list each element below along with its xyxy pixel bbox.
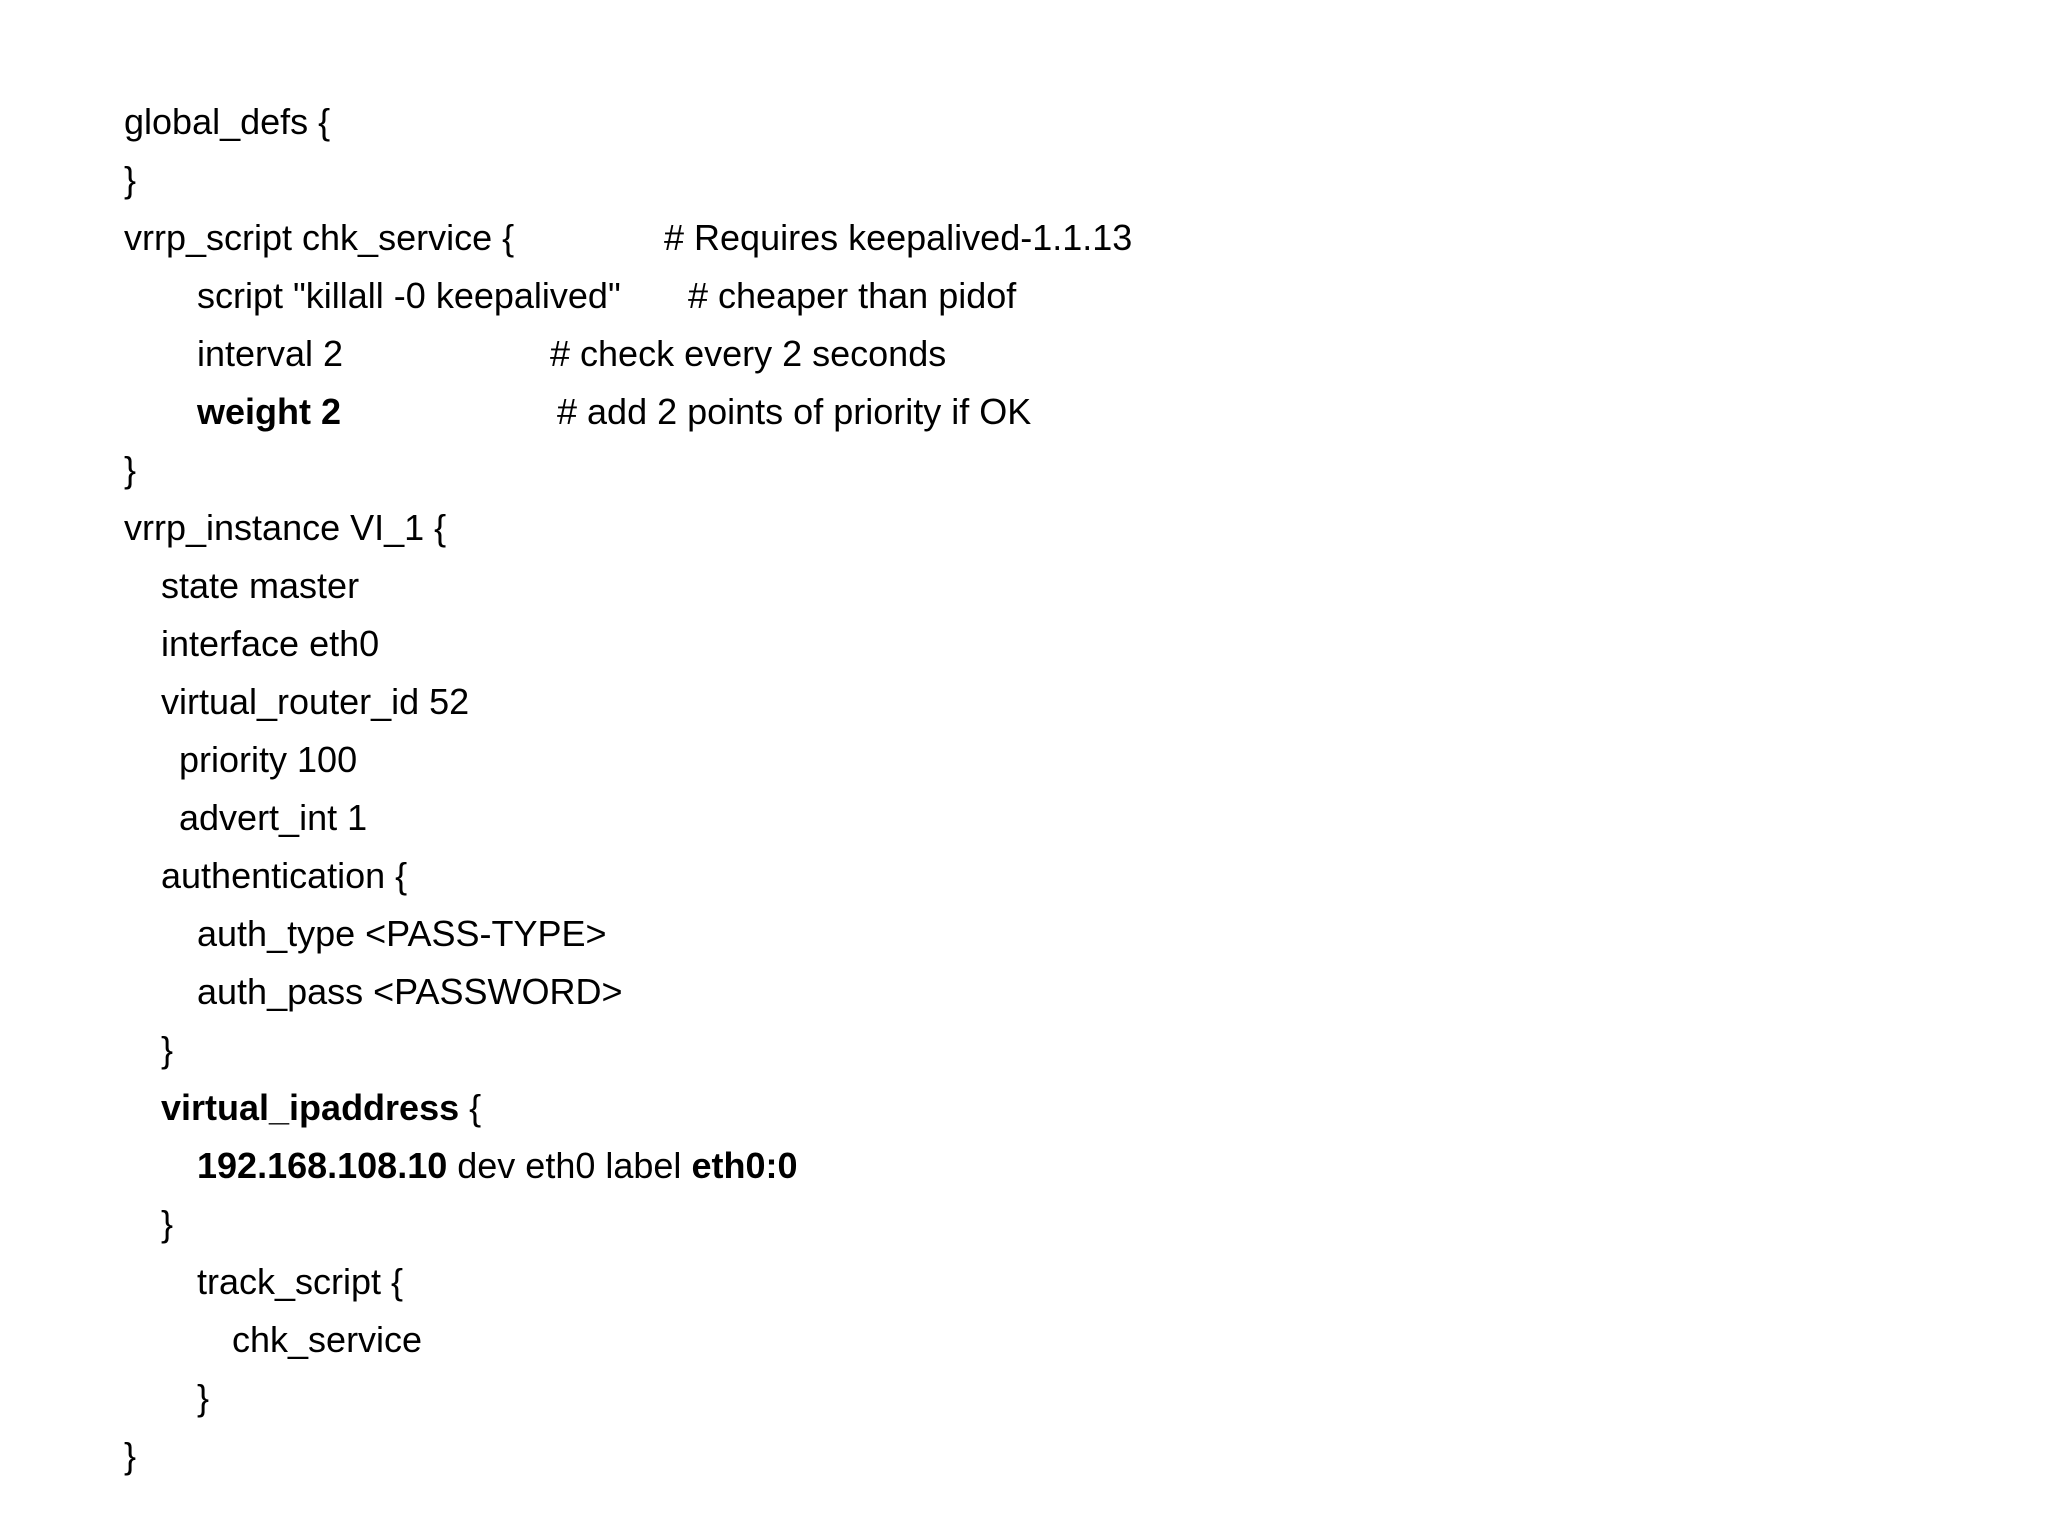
code-line-virtual-ipaddress-open: virtual_ipaddress {: [161, 1087, 482, 1128]
code-line-state: state master: [161, 565, 360, 606]
code-line-virtual-router-id: virtual_router_id 52: [161, 681, 470, 722]
label-value: eth0:0: [691, 1145, 798, 1186]
code-line-virtual-ipaddress-close: }: [161, 1203, 174, 1244]
code-comment-cheaper: # cheaper than pidof: [688, 275, 1017, 316]
keyword-virtual-ipaddress: virtual_ipaddress: [161, 1087, 460, 1128]
code-line-vrrp-script-close: }: [124, 449, 137, 490]
code-line-vrrp-script-open: vrrp_script chk_service {: [124, 217, 515, 258]
code-line-authentication-open: authentication {: [161, 855, 408, 896]
code-comment-add-priority: # add 2 points of priority if OK: [557, 391, 1032, 432]
code-line-vrrp-instance-close: }: [124, 1435, 137, 1476]
code-line-script: script "killall -0 keepalived": [197, 275, 621, 316]
code-comment-check-every: # check every 2 seconds: [550, 333, 947, 374]
code-line-advert-int: advert_int 1: [179, 797, 368, 838]
code-line-track-script-close: }: [197, 1377, 210, 1418]
code-line-auth-type: auth_type <PASS-TYPE>: [197, 913, 607, 954]
code-line-ip-address: 192.168.108.10 dev eth0 label eth0:0: [197, 1145, 798, 1186]
code-line-authentication-close: }: [161, 1029, 174, 1070]
code-line-priority: priority 100: [179, 739, 358, 780]
code-line-vrrp-instance-open: vrrp_instance VI_1 {: [124, 507, 447, 548]
code-line-interface: interface eth0: [161, 623, 380, 664]
code-comment-requires-version: # Requires keepalived-1.1.13: [664, 217, 1133, 258]
ip-address-value: 192.168.108.10: [197, 1145, 448, 1186]
code-line-chk-service: chk_service: [232, 1319, 423, 1360]
code-line-global-defs-close: }: [124, 159, 137, 200]
code-line-interval: interval 2: [197, 333, 344, 374]
code-line-global-defs-open: global_defs {: [124, 101, 331, 142]
code-line-track-script-open: track_script {: [197, 1261, 404, 1302]
code-line-auth-pass: auth_pass <PASSWORD>: [197, 971, 623, 1012]
code-line-weight: weight 2: [197, 391, 342, 432]
